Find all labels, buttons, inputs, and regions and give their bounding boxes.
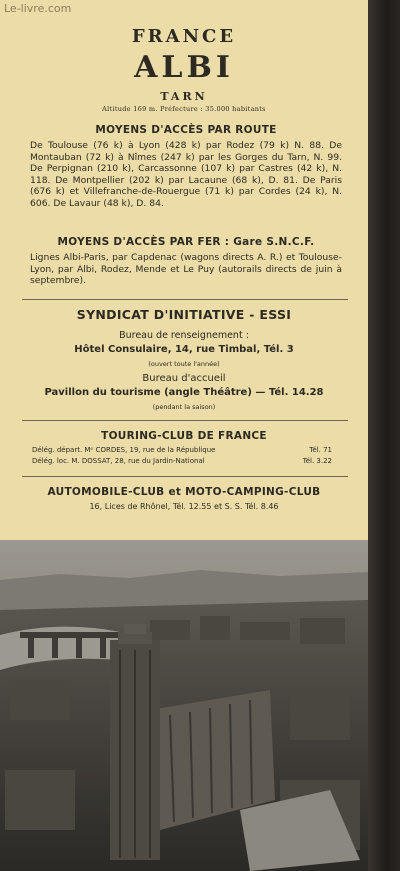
- accueil-note: (pendant la saison): [152, 403, 216, 411]
- divider: [22, 420, 348, 421]
- city-title: ALBI: [134, 50, 234, 85]
- delegate-tel: Tél. 3.22: [302, 457, 332, 465]
- binding-spine: [368, 0, 400, 871]
- bureau-address: Hôtel Consulaire, 14, rue Timbal, Tél. 3: [74, 344, 294, 355]
- city-stats: Altitude 169 m. Préfecture : 35.000 habitants: [102, 105, 266, 113]
- albi-cathedral-photo: [0, 540, 368, 871]
- accueil-address: Pavillon du tourisme (angle Théâtre) — Tél. 14.28: [44, 387, 324, 398]
- automobile-club-title: AUTOMOBILE-CLUB et MOTO-CAMPING-CLUB: [47, 486, 321, 498]
- rail-access-heading: MOYENS D'ACCÈS PAR FER : Gare S.N.C.F.: [57, 236, 315, 248]
- delegate-text: Délég. départ. Mᵉ CORDES, 19, rue de la République: [32, 446, 216, 454]
- rail-access-text: Lignes Albi-Paris, par Capdenac (wagons directs A. R.) et Toulouse-Lyon, par Albi, Rodez, Mende et Le Puy (autorails directs de juin à septembre).: [30, 252, 342, 287]
- divider: [22, 299, 348, 300]
- road-access-heading: MOYENS D'ACCÈS PAR ROUTE: [95, 124, 277, 136]
- syndicat-title: SYNDICAT D'INITIATIVE - ESSI: [76, 307, 292, 322]
- bureau-note: (ouvert toute l'année): [148, 360, 220, 368]
- automobile-club-address: 16, Lices de Rhônel, Tél. 12.55 et S. S. Tél. 8.46: [89, 502, 279, 511]
- delegate-text: Délég. loc. M. DOSSAT, 28, rue du Jardin-National: [32, 457, 205, 465]
- accueil-label: Bureau d'accueil: [142, 373, 226, 384]
- touring-delegate-row: [32, 457, 332, 465]
- department-title: TARN: [160, 90, 208, 103]
- delegate-tel: Tél. 71: [309, 446, 332, 454]
- touring-delegate-row: [32, 446, 332, 454]
- road-access-text: De Toulouse (76 k) à Lyon (428 k) par Rodez (79 k) N. 88. De Montauban (72 k) à Nîmes (247 k) par les Gorges du Tarn, N. 99. De Perpignan (210 k), Carcassonne (107 k) par Castres (42 k), N. 118. De Montpellier (202 k) par Lacaune (68 k), D. 81. De Paris (676 k) et Villefranche-de-Rouergue (71 k) par Cordes (24 k), N. 606. De Lavaur (48 k), D. 84.: [30, 140, 342, 209]
- touring-club-title: TOURING-CLUB DE FRANCE: [101, 430, 267, 442]
- divider: [22, 476, 348, 477]
- country-title: FRANCE: [131, 26, 237, 47]
- watermark: Le-livre.com: [4, 2, 72, 15]
- bureau-label: Bureau de renseignement :: [119, 330, 249, 341]
